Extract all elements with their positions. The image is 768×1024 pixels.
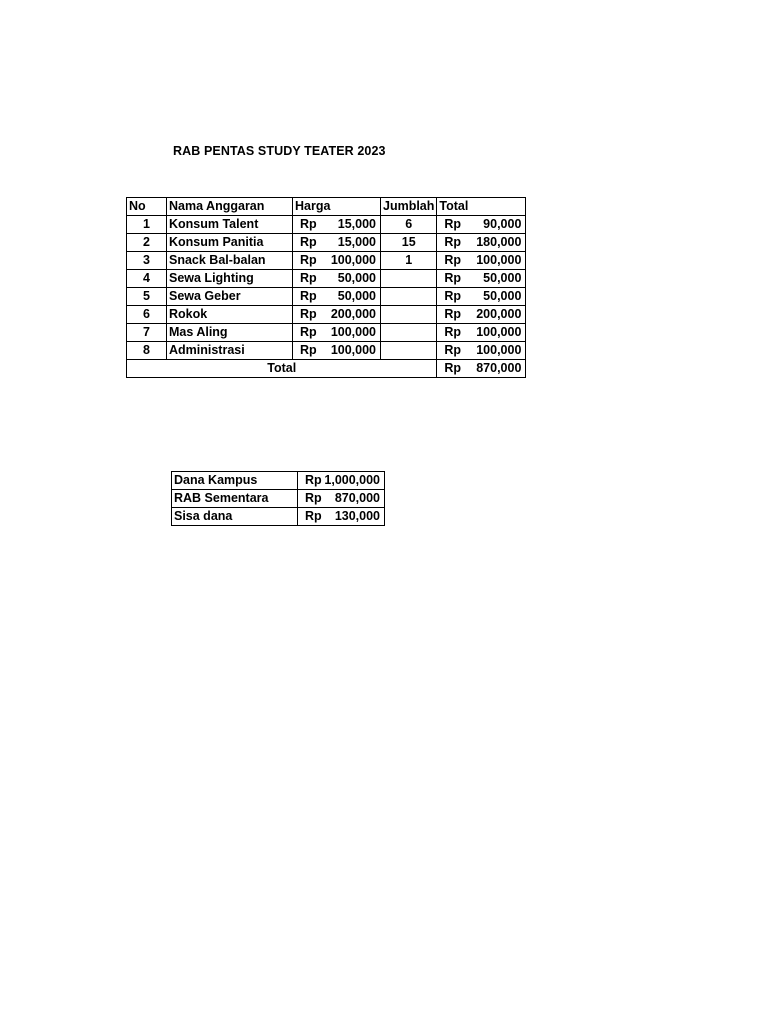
row-total-value: 200,000 xyxy=(476,307,522,321)
row-harga-currency: Rp xyxy=(300,217,317,231)
header-harga: Harga xyxy=(293,198,381,216)
row-no: 7 xyxy=(127,324,167,342)
table-row xyxy=(127,252,526,270)
row-harga-value: 50,000 xyxy=(337,289,376,303)
row-name: Mas Aling xyxy=(167,324,293,342)
header-no: No xyxy=(127,198,167,216)
row-total-cell xyxy=(437,216,526,234)
fund-currency: Rp xyxy=(305,473,322,487)
header-name: Nama Anggaran xyxy=(167,198,293,216)
table-row xyxy=(127,342,526,360)
row-harga-currency: Rp xyxy=(300,325,317,339)
row-total-value: 100,000 xyxy=(476,253,522,267)
footer-total-label: Total xyxy=(127,360,437,378)
row-total-currency: Rp xyxy=(444,307,462,321)
fund-value: 870,000 xyxy=(334,491,380,505)
row-total-value: 50,000 xyxy=(483,271,522,285)
row-harga-currency: Rp xyxy=(300,271,317,285)
row-no: 6 xyxy=(127,306,167,324)
row-harga-currency: Rp xyxy=(300,307,317,321)
row-harga-cell xyxy=(293,324,381,342)
row-harga-value: 200,000 xyxy=(330,307,376,321)
row-jumlah: 1 xyxy=(381,252,437,270)
row-no: 8 xyxy=(127,342,167,360)
row-harga-currency: Rp xyxy=(300,343,317,357)
table-row xyxy=(127,306,526,324)
table-row xyxy=(127,288,526,306)
table-footer-row xyxy=(127,360,526,378)
row-jumlah xyxy=(381,270,437,288)
fund-value-cell xyxy=(298,472,385,490)
row-jumlah xyxy=(381,324,437,342)
fund-value: 130,000 xyxy=(334,509,380,523)
fund-label: Sisa dana xyxy=(172,508,298,526)
row-total-cell xyxy=(437,342,526,360)
fund-row xyxy=(172,490,385,508)
table-header-row xyxy=(127,198,526,216)
row-total-currency: Rp xyxy=(444,271,462,285)
row-name: Snack Bal-balan xyxy=(167,252,293,270)
footer-total-value: 870,000 xyxy=(476,361,522,375)
row-total-currency: Rp xyxy=(444,217,462,231)
row-total-value: 100,000 xyxy=(476,325,522,339)
row-harga-currency: Rp xyxy=(300,289,317,303)
row-no: 3 xyxy=(127,252,167,270)
row-name: Administrasi xyxy=(167,342,293,360)
row-jumlah xyxy=(381,288,437,306)
row-name: Sewa Geber xyxy=(167,288,293,306)
page-title: RAB PENTAS STUDY TEATER 2023 xyxy=(173,144,386,158)
table-row xyxy=(127,270,526,288)
row-harga-cell xyxy=(293,306,381,324)
footer-total-cell xyxy=(437,360,526,378)
row-no: 4 xyxy=(127,270,167,288)
fund-currency: Rp xyxy=(305,509,322,523)
row-total-cell xyxy=(437,288,526,306)
row-harga-currency: Rp xyxy=(300,253,317,267)
row-name: Konsum Panitia xyxy=(167,234,293,252)
row-jumlah xyxy=(381,306,437,324)
row-harga-cell xyxy=(293,270,381,288)
row-name: Rokok xyxy=(167,306,293,324)
row-harga-value: 15,000 xyxy=(337,217,376,231)
row-no: 2 xyxy=(127,234,167,252)
row-total-cell xyxy=(437,270,526,288)
row-jumlah: 15 xyxy=(381,234,437,252)
row-harga-cell xyxy=(293,216,381,234)
row-harga-value: 100,000 xyxy=(330,253,376,267)
row-name: Konsum Talent xyxy=(167,216,293,234)
row-total-value: 50,000 xyxy=(483,289,522,303)
fund-value-cell xyxy=(298,508,385,526)
row-jumlah xyxy=(381,342,437,360)
table-row xyxy=(127,324,526,342)
row-total-cell xyxy=(437,234,526,252)
fund-label: Dana Kampus xyxy=(172,472,298,490)
fund-label: RAB Sementara xyxy=(172,490,298,508)
row-total-currency: Rp xyxy=(444,343,462,357)
row-total-currency: Rp xyxy=(444,289,462,303)
row-total-value: 90,000 xyxy=(483,217,522,231)
table-row xyxy=(127,234,526,252)
row-no: 5 xyxy=(127,288,167,306)
row-harga-value: 100,000 xyxy=(330,325,376,339)
row-jumlah: 6 xyxy=(381,216,437,234)
row-total-cell xyxy=(437,252,526,270)
fund-value: 1,000,000 xyxy=(324,473,380,487)
row-harga-cell xyxy=(293,252,381,270)
fund-summary-table xyxy=(171,471,385,526)
row-harga-cell xyxy=(293,234,381,252)
fund-currency: Rp xyxy=(305,491,322,505)
row-total-value: 180,000 xyxy=(476,235,522,249)
header-jumlah: Jumblah xyxy=(381,198,437,216)
header-total: Total xyxy=(437,198,526,216)
table-row xyxy=(127,216,526,234)
row-harga-currency: Rp xyxy=(300,235,317,249)
row-total-value: 100,000 xyxy=(476,343,522,357)
row-name: Sewa Lighting xyxy=(167,270,293,288)
row-harga-cell xyxy=(293,342,381,360)
row-harga-cell xyxy=(293,288,381,306)
row-total-currency: Rp xyxy=(444,235,462,249)
row-harga-value: 50,000 xyxy=(337,271,376,285)
fund-row xyxy=(172,472,385,490)
row-total-cell xyxy=(437,306,526,324)
row-harga-value: 15,000 xyxy=(337,235,376,249)
fund-value-cell xyxy=(298,490,385,508)
footer-total-currency: Rp xyxy=(444,361,462,375)
row-total-currency: Rp xyxy=(444,325,462,339)
row-total-cell xyxy=(437,324,526,342)
fund-row xyxy=(172,508,385,526)
budget-table xyxy=(126,197,526,378)
row-total-currency: Rp xyxy=(444,253,462,267)
row-no: 1 xyxy=(127,216,167,234)
row-harga-value: 100,000 xyxy=(330,343,376,357)
